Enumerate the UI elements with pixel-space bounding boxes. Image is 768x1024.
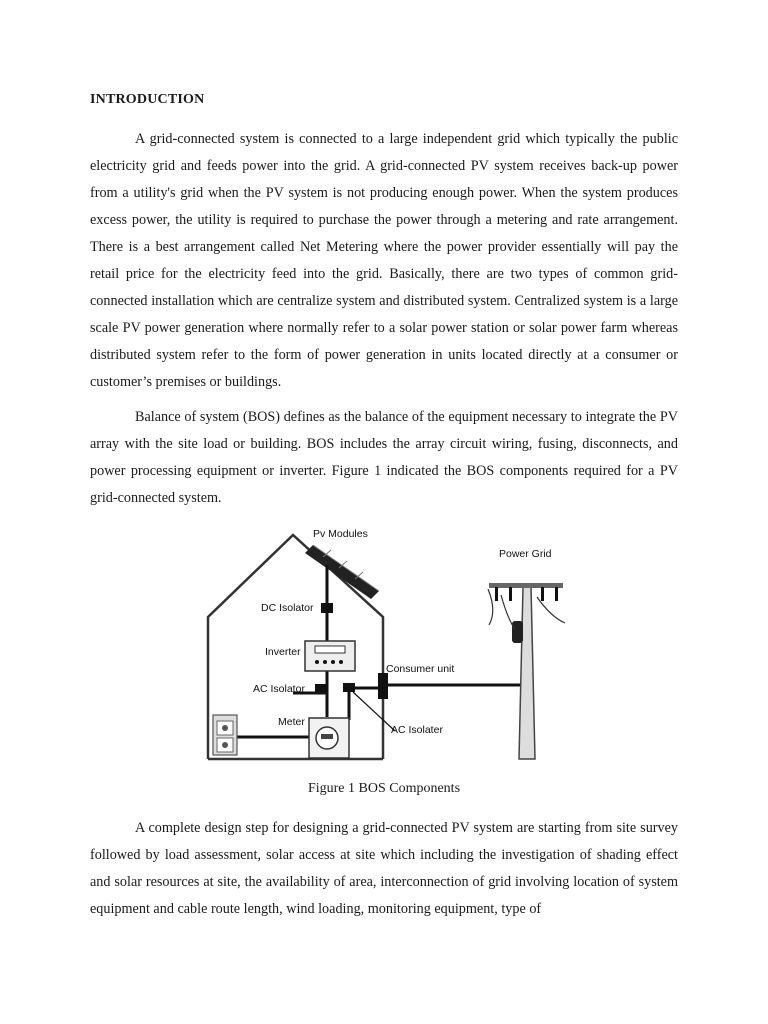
paragraph-design (90, 815, 678, 923)
utility-pole-icon (488, 583, 565, 759)
label-pv-modules: Pv Modules (313, 528, 368, 540)
ac-isolater-icon (343, 683, 355, 692)
paragraph-intro-text: A grid-connected system is connected to a large independent grid which typically the public electricity grid and feeds power into the grid. A grid-connected PV system receives back-up power from a utility's grid when the PV system is not producing enough power. When the system produces excess power, the utility is required to purchase the power through a metering and rate arrangement. There is a best arrangement called Net Metering where the power provider essentially will pay the retail price for the electricity feed into the grid. Basically, there are two types of common grid-connected installation which are centralize system and distributed system. Centralized system is a large scale PV power generation where normally refer to a solar power station or solar power farm whereas distributed system refer to the form of power generation in units located directly at a consumer or customer’s premises or buildings. (90, 131, 678, 390)
label-inverter: Inverter (265, 646, 301, 658)
ac-isolator-icon (315, 684, 327, 694)
label-ac-isolator: AC Isolator (253, 683, 305, 695)
bos-diagram (205, 525, 565, 765)
paragraph-bos-text: Balance of system (BOS) defines as the balance of the equipment necessary to integrate the PV array with the site load or building. BOS includes the array circuit wiring, fusing, disconnects, and power processing equipment or inverter. Figure 1 indicated the BOS components required for a PV grid-connected system. (90, 409, 678, 506)
wall-socket-icon (213, 715, 237, 755)
paragraph-design-text: A complete design step for designing a grid-connected PV system are starting from site survey followed by load assessment, solar access at site which including the investigation of shading effect and solar resources at site, the availability of area, interconnection of grid involving location of system equipment and cable route length, wind loading, monitoring equipment, type of (90, 820, 678, 917)
label-meter: Meter (278, 716, 305, 728)
inverter-icon (305, 641, 355, 671)
paragraph-intro (90, 126, 678, 396)
label-power-grid: Power Grid (499, 548, 552, 560)
section-heading: INTRODUCTION (90, 92, 205, 107)
paragraph-bos (90, 404, 678, 512)
dc-isolator-icon (321, 603, 333, 613)
pv-modules-icon (305, 545, 379, 599)
label-ac-isolater: AC Isolater (391, 724, 443, 736)
label-dc-isolator: DC Isolator (261, 602, 314, 614)
figure-caption: Figure 1 BOS Components (307, 781, 461, 796)
meter-icon (309, 718, 349, 758)
label-consumer-unit: Consumer unit (386, 663, 455, 675)
consumer-unit-icon (378, 673, 388, 699)
